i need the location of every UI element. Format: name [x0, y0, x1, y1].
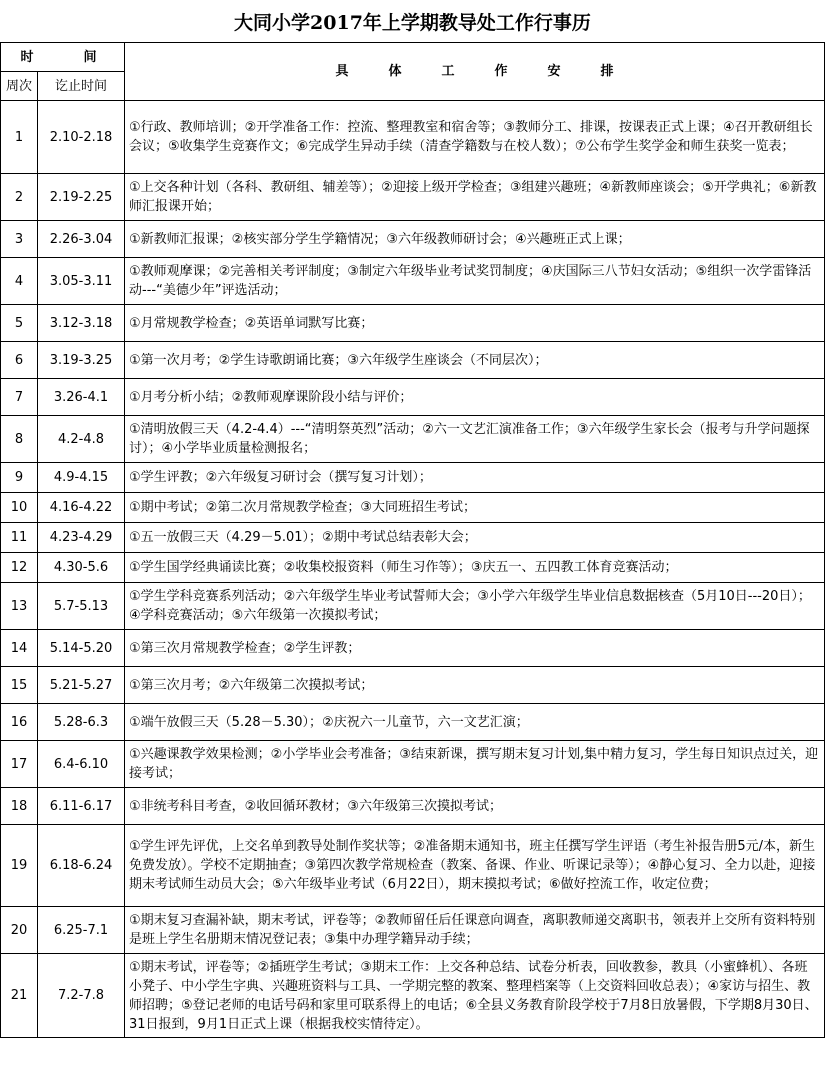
table-row — [1, 630, 825, 667]
period-cell: 6.4-6.10 — [38, 741, 125, 788]
period-cell: 3.05-3.11 — [38, 258, 125, 305]
table-row — [1, 342, 825, 379]
period-cell: 4.2-4.8 — [38, 416, 125, 463]
header-week: 周次 — [1, 72, 38, 101]
arrangement-cell: ①学生学科竞赛系列活动；②六年级学生毕业考试誓师大会；③小学六年级学生毕业信息数据核查（5月10日---20日）；④学科竞赛活动；⑤六年级第一次摸拟考试； — [125, 583, 825, 630]
table-row — [1, 704, 825, 741]
period-cell: 2.26-3.04 — [38, 221, 125, 258]
period-cell: 7.2-7.8 — [38, 954, 125, 1038]
arrangement-cell: ①清明放假三天（4.2-4.4）---“清明祭英烈”活动；②六一文艺汇演准备工作；③六年级学生家长会（报考与升学问题探讨）；④小学毕业质量检测报名； — [125, 416, 825, 463]
arrangement-cell: ①非统考科目考查，②收回循环教材；③六年级第三次摸拟考试； — [125, 788, 825, 825]
table-row — [1, 463, 825, 493]
week-cell: 12 — [1, 553, 38, 583]
period-cell: 5.14-5.20 — [38, 630, 125, 667]
week-cell: 15 — [1, 667, 38, 704]
table-row — [1, 553, 825, 583]
week-cell: 13 — [1, 583, 38, 630]
arrangement-cell: ①兴趣课教学效果检测；②小学毕业会考准备；③结束新课，撰写期末复习计划,集中精力复习，学生每日知识点过关，迎接考试； — [125, 741, 825, 788]
arrangement-cell: ①月考分析小结；②教师观摩课阶段小结与评价； — [125, 379, 825, 416]
table-row — [1, 258, 825, 305]
week-cell: 7 — [1, 379, 38, 416]
table-row — [1, 379, 825, 416]
week-cell: 17 — [1, 741, 38, 788]
period-cell: 4.30-5.6 — [38, 553, 125, 583]
period-cell: 5.7-5.13 — [38, 583, 125, 630]
period-cell: 4.9-4.15 — [38, 463, 125, 493]
week-cell: 18 — [1, 788, 38, 825]
header-arrangement: 具体工作安排 — [125, 43, 825, 101]
week-cell: 11 — [1, 523, 38, 553]
arrangement-cell: ①第三次月常规教学检查；②学生评教； — [125, 630, 825, 667]
table-row — [1, 523, 825, 553]
period-cell: 6.11-6.17 — [38, 788, 125, 825]
arrangement-cell: ①期末复习查漏补缺，期末考试，评卷等；②教师留任后任课意向调查，离职教师递交离职书，领表并上交所有资料特别是班上学生名册期末情况登记表；③集中办理学籍异动手续； — [125, 907, 825, 954]
schedule-body — [1, 101, 825, 1038]
week-cell: 6 — [1, 342, 38, 379]
document-title: 大同小学2017年上学期教导处工作行事历 — [234, 11, 591, 34]
arrangement-cell: ①学生评先评优，上交名单到教导处制作奖状等；②准备期末通知书，班主任撰写学生评语（考生补报告册5元/本，新生免费发放）。学校不定期抽查；③第四次教学常规检查（教案、备课、作业、听课记录等）；④静心复习、全力以赴，迎接期末考试师生动员大会；⑤六年级毕业考试（6月22日），期末摸拟考试；⑥做好控流工作，收定位费； — [125, 825, 825, 907]
arrangement-cell: ①学生评教；②六年级复习研讨会（撰写复习计划）； — [125, 463, 825, 493]
arrangement-cell: ①行政、教师培训；②开学准备工作：控流、整理教室和宿舍等；③教师分工、排课，按课表正式上课；④召开教研组长会议；⑤收集学生竞赛作文；⑥完成学生异动手续（清查学籍数与在校人数）；⑦公布学生奖学金和师生获奖一览表； — [125, 101, 825, 174]
header-row-top — [1, 43, 825, 72]
header-period: 讫止时间 — [38, 72, 125, 101]
table-row — [1, 101, 825, 174]
week-cell: 4 — [1, 258, 38, 305]
arrangement-cell: ①学生国学经典诵读比赛；②收集校报资料（师生习作等）；③庆五一、五四教工体育竞赛活动； — [125, 553, 825, 583]
period-cell: 5.21-5.27 — [38, 667, 125, 704]
table-row — [1, 741, 825, 788]
table-row — [1, 305, 825, 342]
table-row — [1, 493, 825, 523]
arrangement-cell: ①五一放假三天（4.29－5.01）；②期中考试总结表彰大会； — [125, 523, 825, 553]
period-cell: 6.25-7.1 — [38, 907, 125, 954]
period-cell: 3.12-3.18 — [38, 305, 125, 342]
period-cell: 3.19-3.25 — [38, 342, 125, 379]
table-row — [1, 583, 825, 630]
week-cell: 3 — [1, 221, 38, 258]
arrangement-cell: ①第三次月考；②六年级第二次摸拟考试； — [125, 667, 825, 704]
header-time: 时 间 — [1, 43, 125, 72]
arrangement-cell: ①第一次月考；②学生诗歌朗诵比赛；③六年级学生座谈会（不同层次）； — [125, 342, 825, 379]
table-row — [1, 221, 825, 258]
week-cell: 2 — [1, 174, 38, 221]
table-row — [1, 667, 825, 704]
week-cell: 9 — [1, 463, 38, 493]
week-cell: 20 — [1, 907, 38, 954]
period-cell: 5.28-6.3 — [38, 704, 125, 741]
arrangement-cell: ①期中考试；②第二次月常规教学检查；③大同班招生考试； — [125, 493, 825, 523]
arrangement-cell: ①期末考试，评卷等；②插班学生考试；③期末工作：上交各种总结、试卷分析表，回收教参，教具（小蜜蜂机）、各班小凳子、中小学生字典、兴趣班资料与工具、一学期完整的教案、整理档案等（上交资料回收总表）；④家访与招生、教师招聘；⑤登记老师的电话号码和家里可联系得上的电话；⑥全县义务教育阶段学校于7月8日放暑假，下学期8月30日、31日报到，9月1日正式上课（根据我校实情待定）。 — [125, 954, 825, 1038]
table-row — [1, 954, 825, 1038]
arrangement-cell: ①端午放假三天（5.28－5.30）；②庆祝六一儿童节，六一文艺汇演； — [125, 704, 825, 741]
period-cell: 3.26-4.1 — [38, 379, 125, 416]
period-cell: 2.19-2.25 — [38, 174, 125, 221]
table-row — [1, 788, 825, 825]
arrangement-cell: ①月常规教学检查；②英语单词默写比赛； — [125, 305, 825, 342]
arrangement-cell: ①教师观摩课；②完善相关考评制度；③制定六年级毕业考试奖罚制度；④庆国际三八节妇女活动；⑤组织一次学雷锋活动---“美德少年”评选活动； — [125, 258, 825, 305]
week-cell: 19 — [1, 825, 38, 907]
period-cell: 6.18-6.24 — [38, 825, 125, 907]
arrangement-cell: ①新教师汇报课；②核实部分学生学籍情况；③六年级教师研讨会；④兴趣班正式上课； — [125, 221, 825, 258]
arrangement-cell: ①上交各种计划（各科、教研组、辅差等）；②迎接上级开学检查；③组建兴趣班；④新教师座谈会；⑤开学典礼；⑥新教师汇报课开始； — [125, 174, 825, 221]
table-row — [1, 907, 825, 954]
week-cell: 1 — [1, 101, 38, 174]
week-cell: 21 — [1, 954, 38, 1038]
schedule-table — [0, 42, 825, 1038]
week-cell: 16 — [1, 704, 38, 741]
table-row — [1, 174, 825, 221]
week-cell: 5 — [1, 305, 38, 342]
table-row — [1, 825, 825, 907]
table-row — [1, 416, 825, 463]
period-cell: 2.10-2.18 — [38, 101, 125, 174]
week-cell: 8 — [1, 416, 38, 463]
period-cell: 4.23-4.29 — [38, 523, 125, 553]
week-cell: 14 — [1, 630, 38, 667]
period-cell: 4.16-4.22 — [38, 493, 125, 523]
week-cell: 10 — [1, 493, 38, 523]
